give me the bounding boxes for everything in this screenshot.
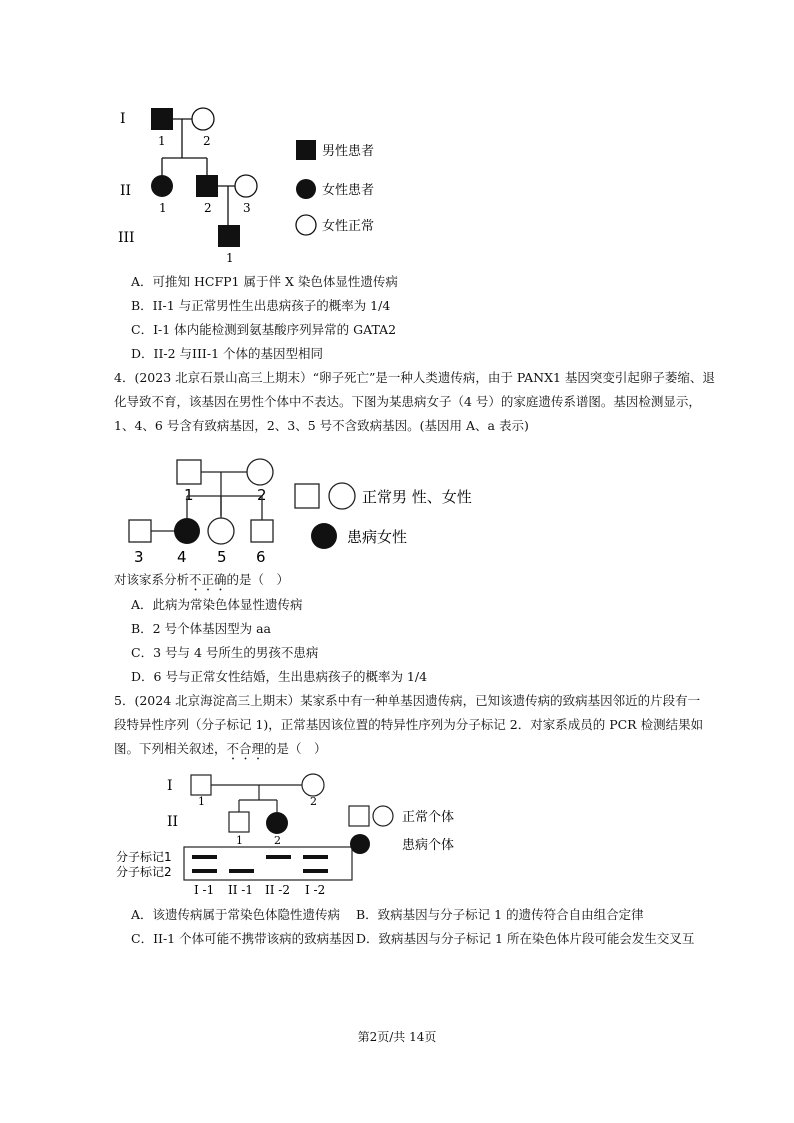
q3-legend-female-affected-icon: [296, 179, 316, 199]
q4-pedigree-figure: [115, 450, 485, 570]
q4-3-normal-male: [129, 520, 151, 542]
q3-gen-label-3: III: [118, 230, 135, 246]
q3-option-c: C．I-1 体内能检测到氨基酸序列异常的 GATA2: [131, 322, 397, 337]
q3-legend-female-affected: 女性患者: [322, 183, 375, 198]
q5-gen-label-2: II: [167, 814, 179, 830]
q5-band-II2-m1: [266, 855, 291, 859]
q3-legend-female-normal: 女性正常: [322, 219, 375, 234]
q4-option-d: D．6 号与正常女性结婚，生出患病孩子的概率为 1/4: [131, 669, 428, 684]
q5-legend-normal-female-icon: [373, 806, 393, 826]
q3-III1-affected-male: [218, 225, 240, 247]
q5-I1-num: 1: [198, 795, 205, 808]
q4-legend-affected: 患病女性: [347, 528, 408, 546]
q5-stem-emphasis: 不合理: [226, 741, 265, 756]
q4-num-3: 3: [134, 548, 144, 566]
q3-pedigree-figure: [110, 100, 410, 270]
q5-stem-line-1: 5．(2024 北京海淀高三上期末）某家系中有一种单基因遗传病，已知该遗传病的致病基因邻近的片段有一: [114, 693, 701, 708]
q5-II1-num: 1: [236, 834, 243, 847]
q4-question-pre: 对该家系分析: [114, 572, 190, 587]
q5-band-I2-m1: [303, 855, 328, 859]
q5-pedigree-figure: [112, 768, 472, 900]
q3-option-d: D．II-2 与III-1 个体的基因型相同: [131, 346, 324, 361]
page-footer: 第2页/共 14页: [357, 1030, 437, 1044]
q4-5-normal-female: [208, 518, 234, 544]
q3-III1-num: 1: [226, 251, 234, 265]
q3-option-a: A．可推知 HCFP1 属于伴 X 染色体显性遗传病: [131, 274, 398, 289]
q3-gen-label-2: II: [120, 183, 132, 199]
q5-legend-affected: 患病个体: [402, 838, 455, 853]
q5-stem-line-2: 段特异性序列（分子标记 1)，正常基因该位置的特异性序列为分子标记 2．对家系成员的 PCR 检测结果如: [114, 717, 704, 732]
q5-I1-normal-male: [191, 775, 211, 795]
q4-option-c: C．3 号与 4 号所生的男孩不患病: [131, 645, 319, 660]
q3-II3-num: 3: [243, 201, 251, 215]
q5-lane-label-4: I -2: [305, 883, 326, 897]
q4-option-a: A．此病为常染色体显性遗传病: [131, 597, 303, 612]
q4-question-post: 的是（ ）: [226, 572, 290, 587]
q3-II1-affected-female: [151, 175, 173, 197]
q4-num-6: 6: [256, 548, 266, 566]
q5-option-c: C．II-1 个体可能不携带该病的致病基因: [131, 931, 355, 946]
q5-lane-label-3: II -2: [265, 883, 290, 897]
q5-stem-line-3-pre: 图。下列相关叙述，: [114, 741, 227, 756]
q5-I2-num: 2: [310, 795, 317, 808]
q4-num-1: 1: [184, 486, 194, 504]
q3-I1-affected-male: [151, 108, 173, 130]
q4-stem-line-2: 化导致不育，该基因在男性个体中不表达。下图为某患病女子（4 号）的家庭遗传系谱图。基因检测显示，: [114, 394, 701, 409]
q5-legend-normal: 正常个体: [402, 810, 455, 825]
q3-legend-male-affected: 男性患者: [322, 144, 375, 159]
q3-II2-affected-male: [196, 175, 218, 197]
q4-num-5: 5: [217, 548, 227, 566]
q5-option-b: B．致病基因与分子标记 1 的遗传符合自由组合定律: [356, 907, 644, 922]
q3-legend-male-affected-icon: [296, 140, 316, 160]
q5-gel-box: [184, 847, 352, 880]
q5-option-a: A．该遗传病属于常染色体隐性遗传病: [131, 907, 341, 922]
q3-gen-label-1: I: [120, 111, 126, 127]
q4-2-normal-female: [247, 459, 273, 485]
q5-lane-label-2: II -1: [228, 883, 253, 897]
q5-I2-normal-female: [302, 774, 324, 796]
q5-stem-line-3: [114, 741, 327, 763]
q4-question-emphasis: 不正确: [189, 572, 227, 587]
q5-stem-line-3-post: 的是（ ）: [264, 741, 327, 756]
q4-num-2: 2: [257, 486, 267, 504]
q5-lane-label-1: I -1: [194, 883, 215, 897]
q4-stem-line-1: 4．(2023 北京石景山高三上期末）“卵子死亡”是一种人类遗传病，由于 PANX1 基因突变引起卵子萎缩、退: [114, 370, 715, 385]
q5-band-I1-m1: [192, 855, 217, 859]
q5-option-d: D．致病基因与分子标记 1 所在染色体片段可能会发生交叉互: [356, 931, 695, 946]
q4-6-normal-male: [251, 520, 273, 542]
q4-legend-normal: 正常男 性、女性: [362, 488, 472, 506]
q3-option-b: B．II-1 与正常男性生出患病孩子的概率为 1/4: [131, 298, 391, 313]
q5-marker-label-2: 分子标记2: [116, 865, 172, 879]
q5-legend-affected-icon: [350, 834, 370, 854]
q4-num-4: 4: [177, 548, 187, 566]
q3-I2-num: 2: [203, 134, 211, 148]
q3-I2-normal-female: [192, 108, 214, 130]
q5-II1-normal-male: [229, 812, 249, 832]
q3-II1-num: 1: [159, 201, 167, 215]
q4-legend-normal-male-icon: [295, 484, 319, 508]
q5-band-I1-m2: [192, 869, 217, 873]
q3-I1-num: 1: [158, 134, 166, 148]
q4-1-normal-male: [177, 460, 201, 484]
q4-4-affected-female: [174, 518, 200, 544]
q5-band-I2-m2: [303, 869, 328, 873]
q5-marker-label-1: 分子标记1: [116, 850, 172, 864]
q4-stem-line-3: 1、4、6 号含有致病基因，2、3、5 号不含致病基因。(基因用 A、a 表示): [114, 418, 529, 433]
q5-gen-label-1: I: [167, 778, 173, 794]
q3-II2-num: 2: [204, 201, 212, 215]
q5-band-II1-m2: [229, 869, 254, 873]
q5-II2-affected-female: [266, 812, 288, 834]
q3-legend-female-normal-icon: [296, 215, 316, 235]
q4-legend-normal-female-icon: [329, 483, 355, 509]
q4-legend-affected-female-icon: [311, 523, 337, 549]
q5-legend-normal-male-icon: [349, 806, 369, 826]
q4-option-b: B．2 号个体基因型为 aa: [131, 621, 271, 636]
q5-II2-num: 2: [274, 834, 281, 847]
q3-II3-normal-female: [235, 175, 257, 197]
q4-question: [114, 572, 289, 594]
